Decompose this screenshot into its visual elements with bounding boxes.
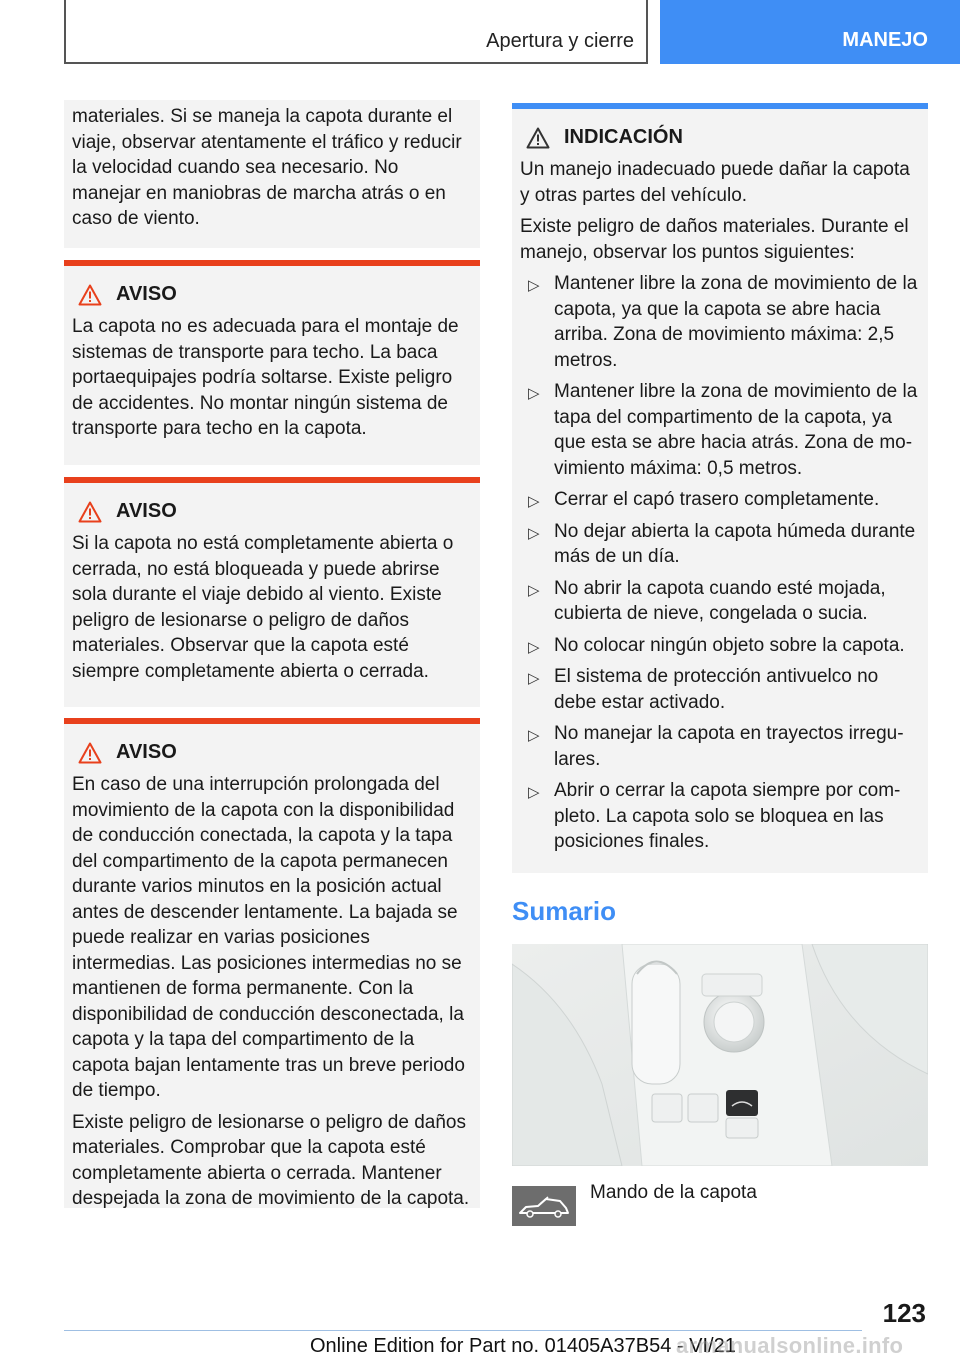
note-text-2: Existe peligro de daños materiales. Durante el manejo, observar los puntos siguientes:	[520, 216, 909, 263]
warning-box-3	[64, 718, 480, 1208]
legend-label: Mando de la capota	[590, 1182, 757, 1203]
list-item: ▷ No abrir la capota cuando esté mojada, cubierta de nieve, congelada o sucia.	[528, 577, 886, 624]
continued-text-box	[64, 100, 480, 248]
list-item: ▷ Cerrar el capó trasero completamente.	[520, 487, 920, 513]
list-item: ▷ Abrir o cerrar la capota siempre por completo. La capota solo se bloquea en las posiciones finales.	[528, 780, 901, 852]
triangle-bullet-icon: ▷	[528, 784, 540, 801]
list-item: ▷ No manejar la capota en trayectos irregulares.	[528, 723, 904, 770]
warning-text-1: La capota no es adecuada para el montaje de sistemas de transporte para techo. La baca portaequipajes podría soltarse. Existe peligro de accidentes. No montar ningún sistema de transporte para techo en la capota.	[72, 316, 459, 439]
caution-triangle-icon	[526, 127, 550, 149]
header-chapter-label: MANEJO	[842, 29, 928, 51]
convertible-top-icon	[512, 1186, 576, 1226]
warning-triangle-icon	[78, 284, 102, 306]
warning-heading-1	[78, 282, 472, 308]
note-heading	[526, 125, 920, 151]
list-item: ▷ Mantener libre la zona de movimiento de la tapa del compartimento de la capota, ya que esta se abre hacia atrás. Zona de movimiento máxima: 0,5 metros.	[528, 381, 918, 479]
note-box	[512, 103, 928, 873]
warning-text-3a: En caso de una interrupción prolongada del movimiento de la capota con la disponibilidad de conducción conectada, la capota y la tapa del compartimento de la capota permanecen durante varios minutos en la posición actual antes de descender lentamente. La bajada se puede realizar en varias posiciones intermedias. Las posiciones intermedias no se mantienen de forma permanente. Con la disponibilidad de conducción desconectada, la capota y la tapa del compartimento de la capota bajan lentamente tras un breve periodo de tiempo.	[72, 774, 465, 1101]
warning-box-1	[64, 260, 480, 465]
header-section-box	[64, 0, 648, 64]
warning-title-2: AVISO	[116, 500, 177, 523]
triangle-bullet-icon: ▷	[528, 727, 540, 744]
triangle-bullet-icon: ▷	[528, 638, 540, 656]
warning-text-2: Si la capota no está completamente abierta o cerrada, no está bloqueada y puede abrirse sola durante el viaje debido al viento. Existe peligro de lesionarse o peligro de daños materiales. Observar que la capota esté siempre completamente abierta o cerrada.	[72, 533, 454, 682]
warning-heading-2	[78, 499, 472, 525]
warning-box-2	[64, 477, 480, 707]
warning-triangle-icon	[78, 742, 102, 764]
triangle-bullet-icon: ▷	[528, 581, 540, 599]
warning-heading-3	[78, 740, 472, 766]
list-item: ▷ No colocar ningún objeto sobre la capota.	[520, 633, 920, 659]
watermark: armanualsonline.info	[676, 1333, 904, 1358]
note-list	[520, 271, 920, 855]
list-item: ▷ Mantener libre la zona de movimiento de la capota, ya que la capota se abre hacia arriba. Zona de movimiento máxima: 2,5 metros.	[528, 273, 918, 371]
warning-title-1: AVISO	[116, 283, 177, 306]
footer-divider	[64, 1330, 862, 1331]
warning-text-3b: Existe peligro de lesionarse o peligro de daños materiales. Comprobar que la capota esté completamente abierta o cerrada. Mantener despejada la zona de movimiento de la capota.	[72, 1111, 470, 1209]
triangle-bullet-icon: ▷	[528, 524, 540, 542]
list-item: ▷ No dejar abierta la capota húmeda durante más de un día.	[528, 520, 916, 567]
triangle-bullet-icon: ▷	[528, 385, 540, 402]
page-number: 123	[882, 1298, 926, 1328]
triangle-bullet-icon: ▷	[528, 277, 540, 294]
section-title: Sumario	[512, 896, 617, 926]
note-text-1: Un manejo inadecuado puede dañar la capota y otras partes del vehículo.	[520, 159, 910, 206]
triangle-bullet-icon: ▷	[528, 493, 540, 510]
continued-text: materiales. Si se maneja la capota durante el viaje, observar atentamente el tráfico y reducir la velocidad cuando sea necesario. No manejar en maniobras de marcha atrás o en caso de viento.	[72, 106, 462, 229]
triangle-bullet-icon: ▷	[528, 670, 540, 687]
warning-title-3: AVISO	[116, 741, 177, 764]
warning-triangle-icon	[78, 501, 102, 523]
footer-edition: Online Edition for Part no. 01405A37B54 - VI/21	[310, 1335, 736, 1357]
console-photo	[512, 944, 928, 1166]
list-item: ▷ El sistema de protección antivuelco no debe estar activado.	[528, 666, 879, 713]
note-title: INDICACIÓN	[564, 126, 683, 149]
header-chapter-tab	[660, 0, 960, 64]
header-section-title: Apertura y cierre	[486, 30, 634, 52]
